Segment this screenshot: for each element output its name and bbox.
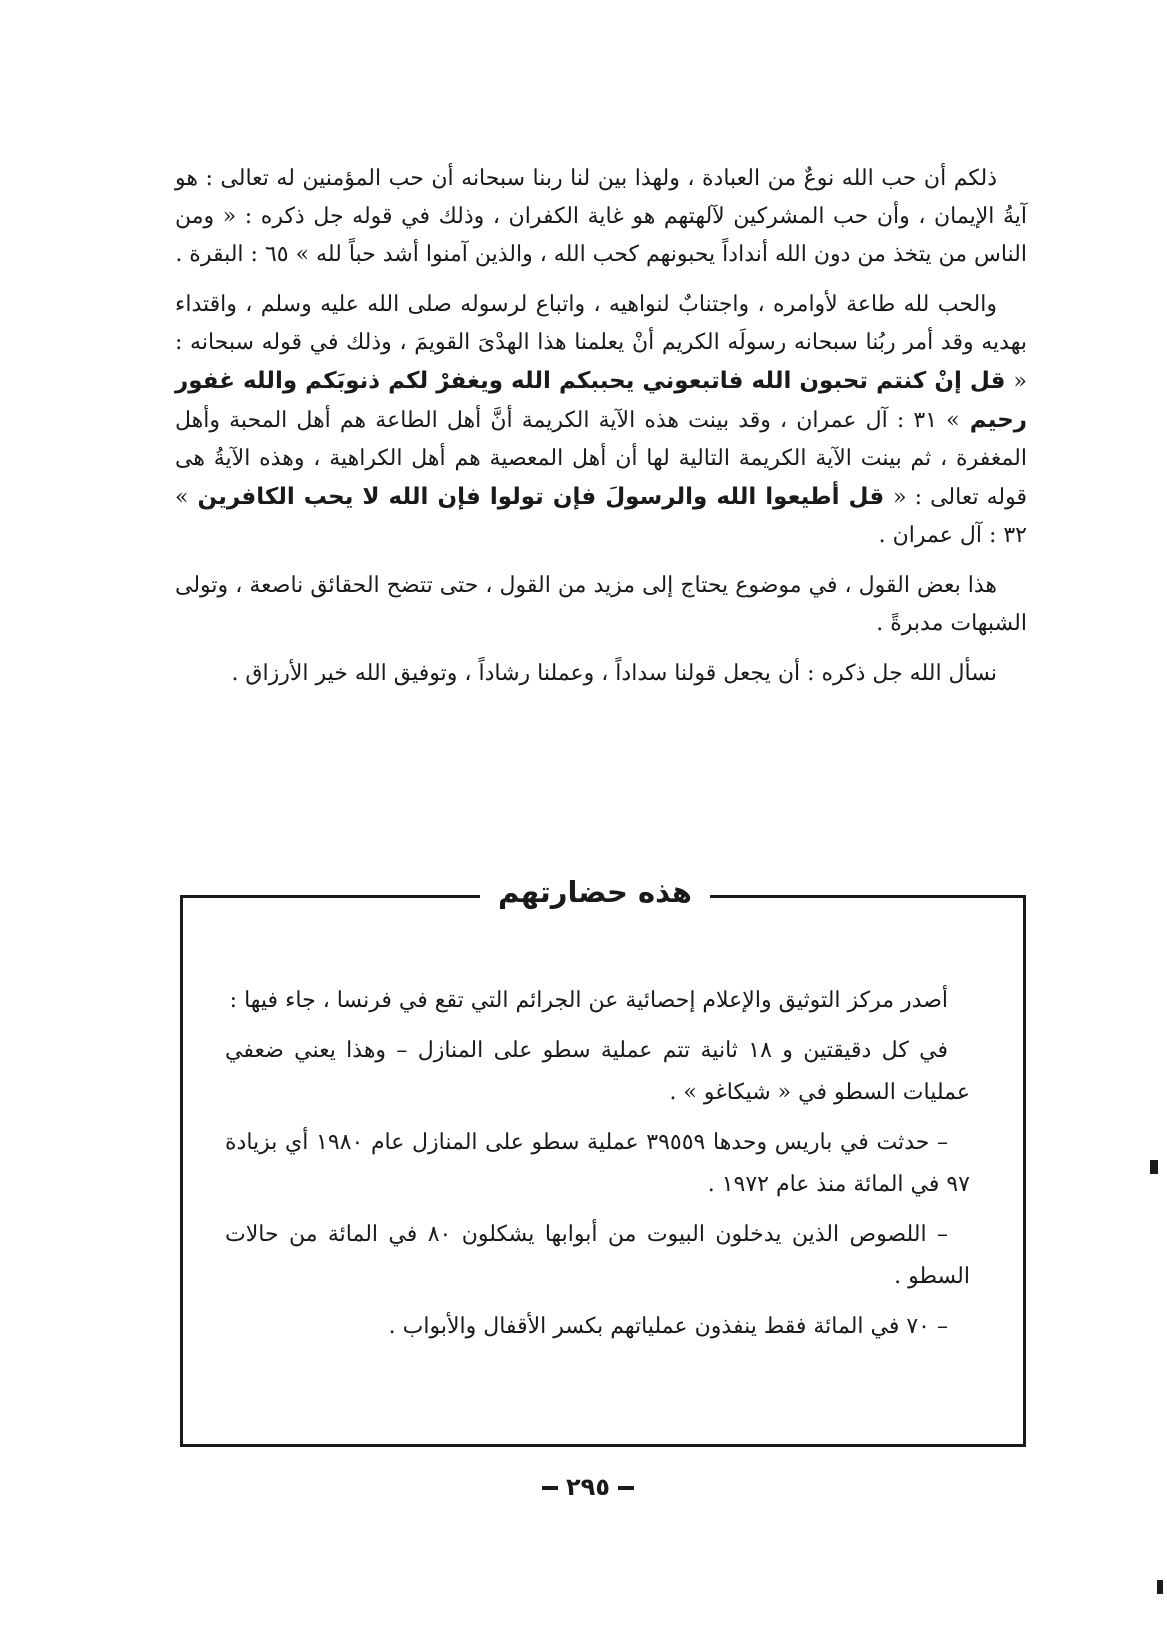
page-number-area [533,1473,643,1501]
paragraph-3: هذا بعض القول ، في موضوع يحتاج إلى مزيد من القول ، حتى تتضح الحقائق ناصعة ، وتولى الشبهات مدبرةً . [175,573,1027,636]
box-item: – اللصوص الذين يدخلون البيوت من أبوابها يشكلون ٨٠ في المائة من حالات السطو . [225,1222,970,1289]
paragraph-2-intro: والحب لله طاعة لأوامره ، واجتنابٌ لنواهيه ، واتباع لرسوله صلى الله عليه وسلم ، واقتداء بهديه وقد أمر ربُنا سبحانه رسولَه الكريم أنْ يعلمنا هذا الهدْىَ القويمَ ، وذلك في قوله سبحانه : « [175,292,1027,394]
scan-edge-mark [1150,1160,1158,1174]
dash-left [542,1486,558,1490]
paragraph-1: ذلكم أن حب الله نوعٌ من العبادة ، ولهذا بين لنا ربنا سبحانه أن حب المؤمنين له تعالى : هو آيةُ الإيمان ، وأن حب المشركين لآلهتهم هو غاية الكفران ، وذلك في قوله جل ذكره : « ومن الناس من يتخذ من دون الله أنداداً يحبونهم كحب الله ، والذين آمنوا أشد حباً لله » ٦٥ : البقرة . [175,166,1027,267]
box-item: – ٧٠ في المائة فقط ينفذون عملياتهم بكسر الأقفال والأبواب . [388,1314,948,1339]
main-text [175,160,1027,705]
box-item: – حدثت في باريس وحدها ٣٩٥٥٩ عملية سطو على المنازل عام ١٩٨٠ أي بزيادة ٩٧ في المائة منذ عام ١٩٧٢ . [225,1130,970,1197]
paragraph-2-middle: » ٣١ : آل عمران ، وقد بينت هذه الآية الكريمة أنَّ أهل الطاعة هم أهل المحبة وأهل المغفرة ، ثم بينت الآية الكريمة التالية لها أن أهل المعصية هم أهل الكراهية ، وهذه الآيةُ هى قوله تعالى : « [175,408,1027,510]
page-number: ٢٩٥ [566,1473,610,1501]
paragraph-2-end: » ٣٢ : آل عمران . [175,485,1027,548]
box-item: في كل دقيقتين و ١٨ ثانية تتم عملية سطو على المنازل – وهذا يعني ضعفي عمليات السطو في « شيكاغو » . [225,1038,970,1105]
box-item-intro: أصدر مركز التوثيق والإعلام إحصائية عن الجرائم التي تقع في فرنسا ، جاء فيها : [229,988,948,1013]
box-title: هذه حضارتهم [498,875,692,909]
paragraph-4: نسأل الله جل ذكره : أن يجعل قولنا سداداً ، وعملنا رشاداً ، وتوفيق الله خير الأرزاق . [231,661,997,686]
quran-verse-2: قل أطيعوا الله والرسولَ فإن تولوا فإن الله لا يحب الكافرين [188,484,894,510]
box-content [225,980,970,1356]
paragraph-2 [175,286,1027,555]
box-title-area [480,866,710,918]
scan-edge-mark [1157,1580,1163,1594]
dash-right [618,1486,634,1490]
quran-verse-1: قل إنْ كنتم تحبون الله فاتبعوني يحببكم الله ويغفرْ لكم ذنوبَكم والله غفور رحيم [175,368,1028,433]
